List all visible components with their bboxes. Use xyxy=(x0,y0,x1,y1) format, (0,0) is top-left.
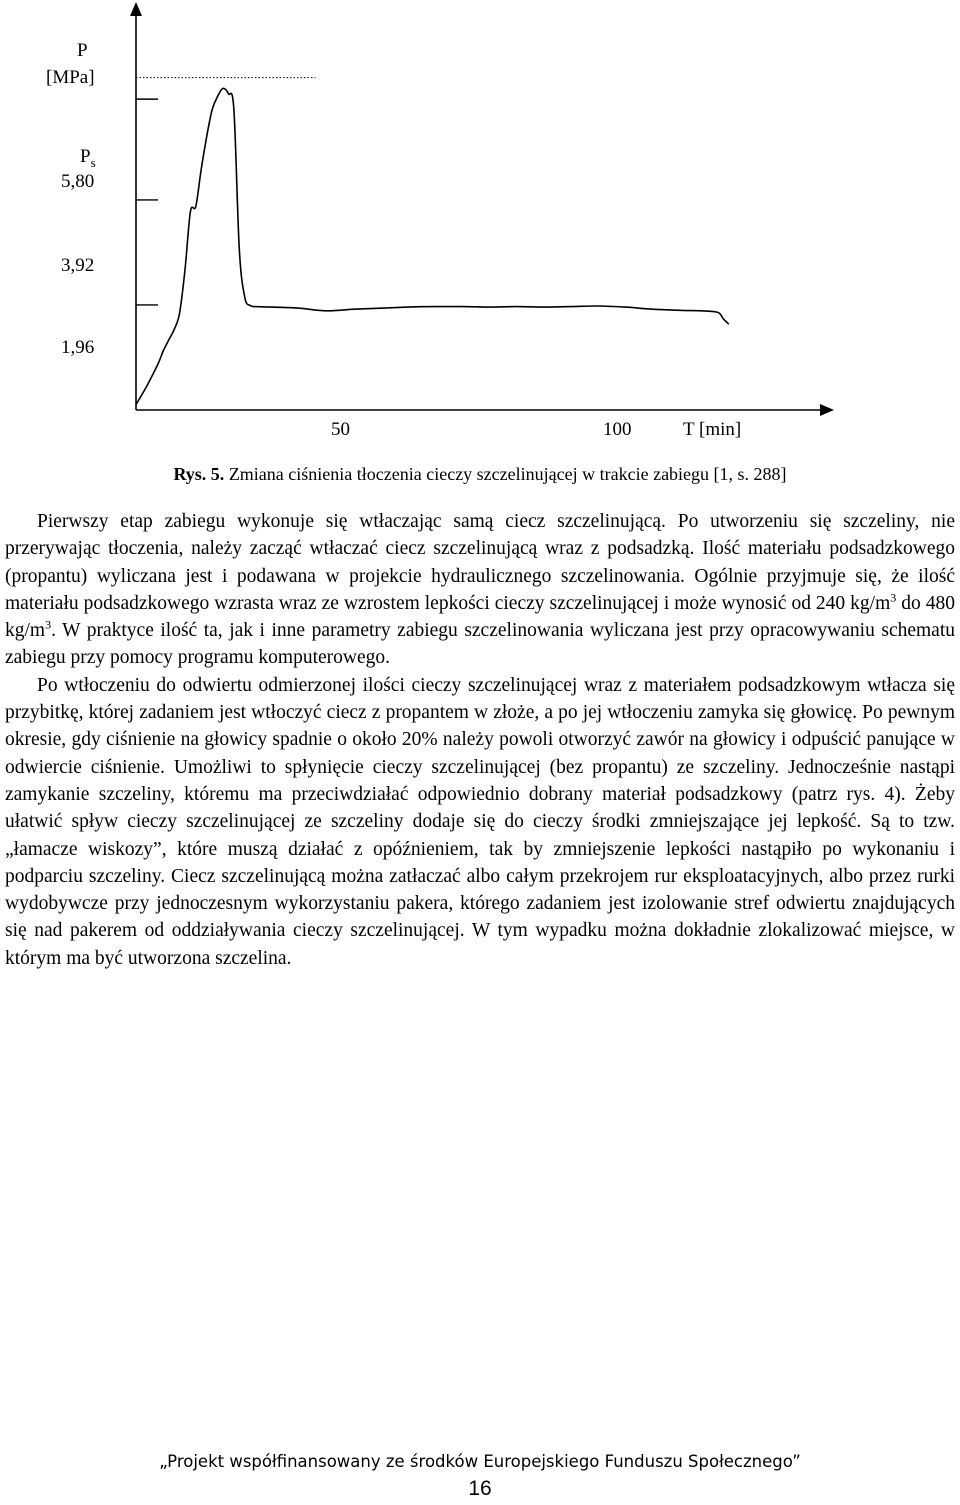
x-axis-arrow xyxy=(820,404,834,416)
y-tick-label-3: 1,96 xyxy=(61,337,95,358)
paragraph-1-end: . W praktyce ilość ta, jak i inne parametry zabiegu szczelinowania wyliczana jest przy opracowywaniu schematu zabiegu przy pomocy programu komputerowego. xyxy=(5,620,955,669)
superscript-2: 3 xyxy=(45,617,52,632)
figure-caption xyxy=(0,462,960,486)
pressure-curve xyxy=(136,88,729,404)
ps-label xyxy=(80,146,96,170)
x-tick-label-50: 50 xyxy=(331,419,350,440)
superscript-1: 3 xyxy=(890,590,897,605)
caption-label: Rys. 5. xyxy=(173,464,225,484)
paragraph-2: Po wtłoczeniu do odwiertu odmierzonej ilości cieczy szczelinującej wraz z materiałem podsadzkowym wtłacza się przybitkę, której zadaniem jest wtłoczyć ciecz z propantem w złoże, a po jej wtłoczeniu zamyka się głowicę. Po pewnym okresie, gdy ciśnienie na głowicy spadnie o około 20% należy powoli otworzyć zawór na głowicy i odpuścić panujące w odwiercie ciśnienie. Umożliwi to spłynięcie cieczy szczelinującej (bez propantu) ze szczeliny. Jednocześnie nastąpi zamykanie szczeliny, któremu ma przeciwdziałać odpowiednio dobrany materiał podsadzkowy (patrz rys. 4). Żeby ułatwić spływ cieczy szczelinującej ze szczeliny dodaje się do cieczy środki zmniejszające jej lepkość. Są to tzw. „łamacze wiskozy”, które muszą działać z opóźnieniem, tak by zmniejszenie lepkości nastąpiło po wykonaniu i podparciu szczeliny. Ciecz szczelinującą można zatłaczać albo całym przekrojem rur eksploatacyjnych, albo przez rurki wydobywcze przy jednoczesnym wykorzystaniu pakera, którego zadaniem jest izolowanie stref odwiertu znajdujących się nad pakerem od oddziaływania cieczy szczelinującej. W tym wypadku można dokładnie zlokalizować miejsce, w którym ma być utworzona szczelina. xyxy=(5,674,955,969)
y-tick-label-2: 3,92 xyxy=(61,255,95,276)
ps-label-symbol: P xyxy=(80,146,91,167)
y-axis-label-symbol: P xyxy=(77,40,88,61)
footer-note: „Projekt współfinansowany ze środków Europejskiego Funduszu Społecznego” xyxy=(159,1452,801,1471)
y-axis-arrow xyxy=(130,2,142,16)
y-tick-label-1: 5,80 xyxy=(61,171,95,192)
body-text xyxy=(5,508,955,972)
paragraph-1-mid: do 480 kg/m xyxy=(5,592,955,642)
paragraph-1-text: Pierwszy etap zabiegu wykonuje się wtłaczając samą ciecz szczelinującą. Po utworzeniu się szczeliny, nie przerywając tłoczenia, należy zacząć wtłaczać ciecz szczelinującą wraz z podsadzką. Ilość materiału podsadzkowego (propantu) wyliczana jest i podawana w projekcie hydraulicznego szczelinowania. Ogólnie przyjmuje się, że ilość materiału podsadzkowego wzrasta wraz ze wzrostem lepkości cieczy szczelinującej i może wynosić od 240 kg/m xyxy=(5,511,955,614)
pressure-chart xyxy=(0,0,960,440)
caption-text: Zmiana ciśnienia tłoczenia cieczy szczelinującej w trakcie zabiegu [1, s. 288] xyxy=(228,464,787,484)
x-tick-label-100: 100 xyxy=(603,419,632,440)
x-axis-label: T [min] xyxy=(683,419,742,440)
paragraph-1 xyxy=(5,508,955,672)
page-number: 16 xyxy=(468,1477,492,1500)
ps-label-subscript: s xyxy=(90,155,96,170)
y-axis-label-unit: [MPa] xyxy=(46,67,95,88)
